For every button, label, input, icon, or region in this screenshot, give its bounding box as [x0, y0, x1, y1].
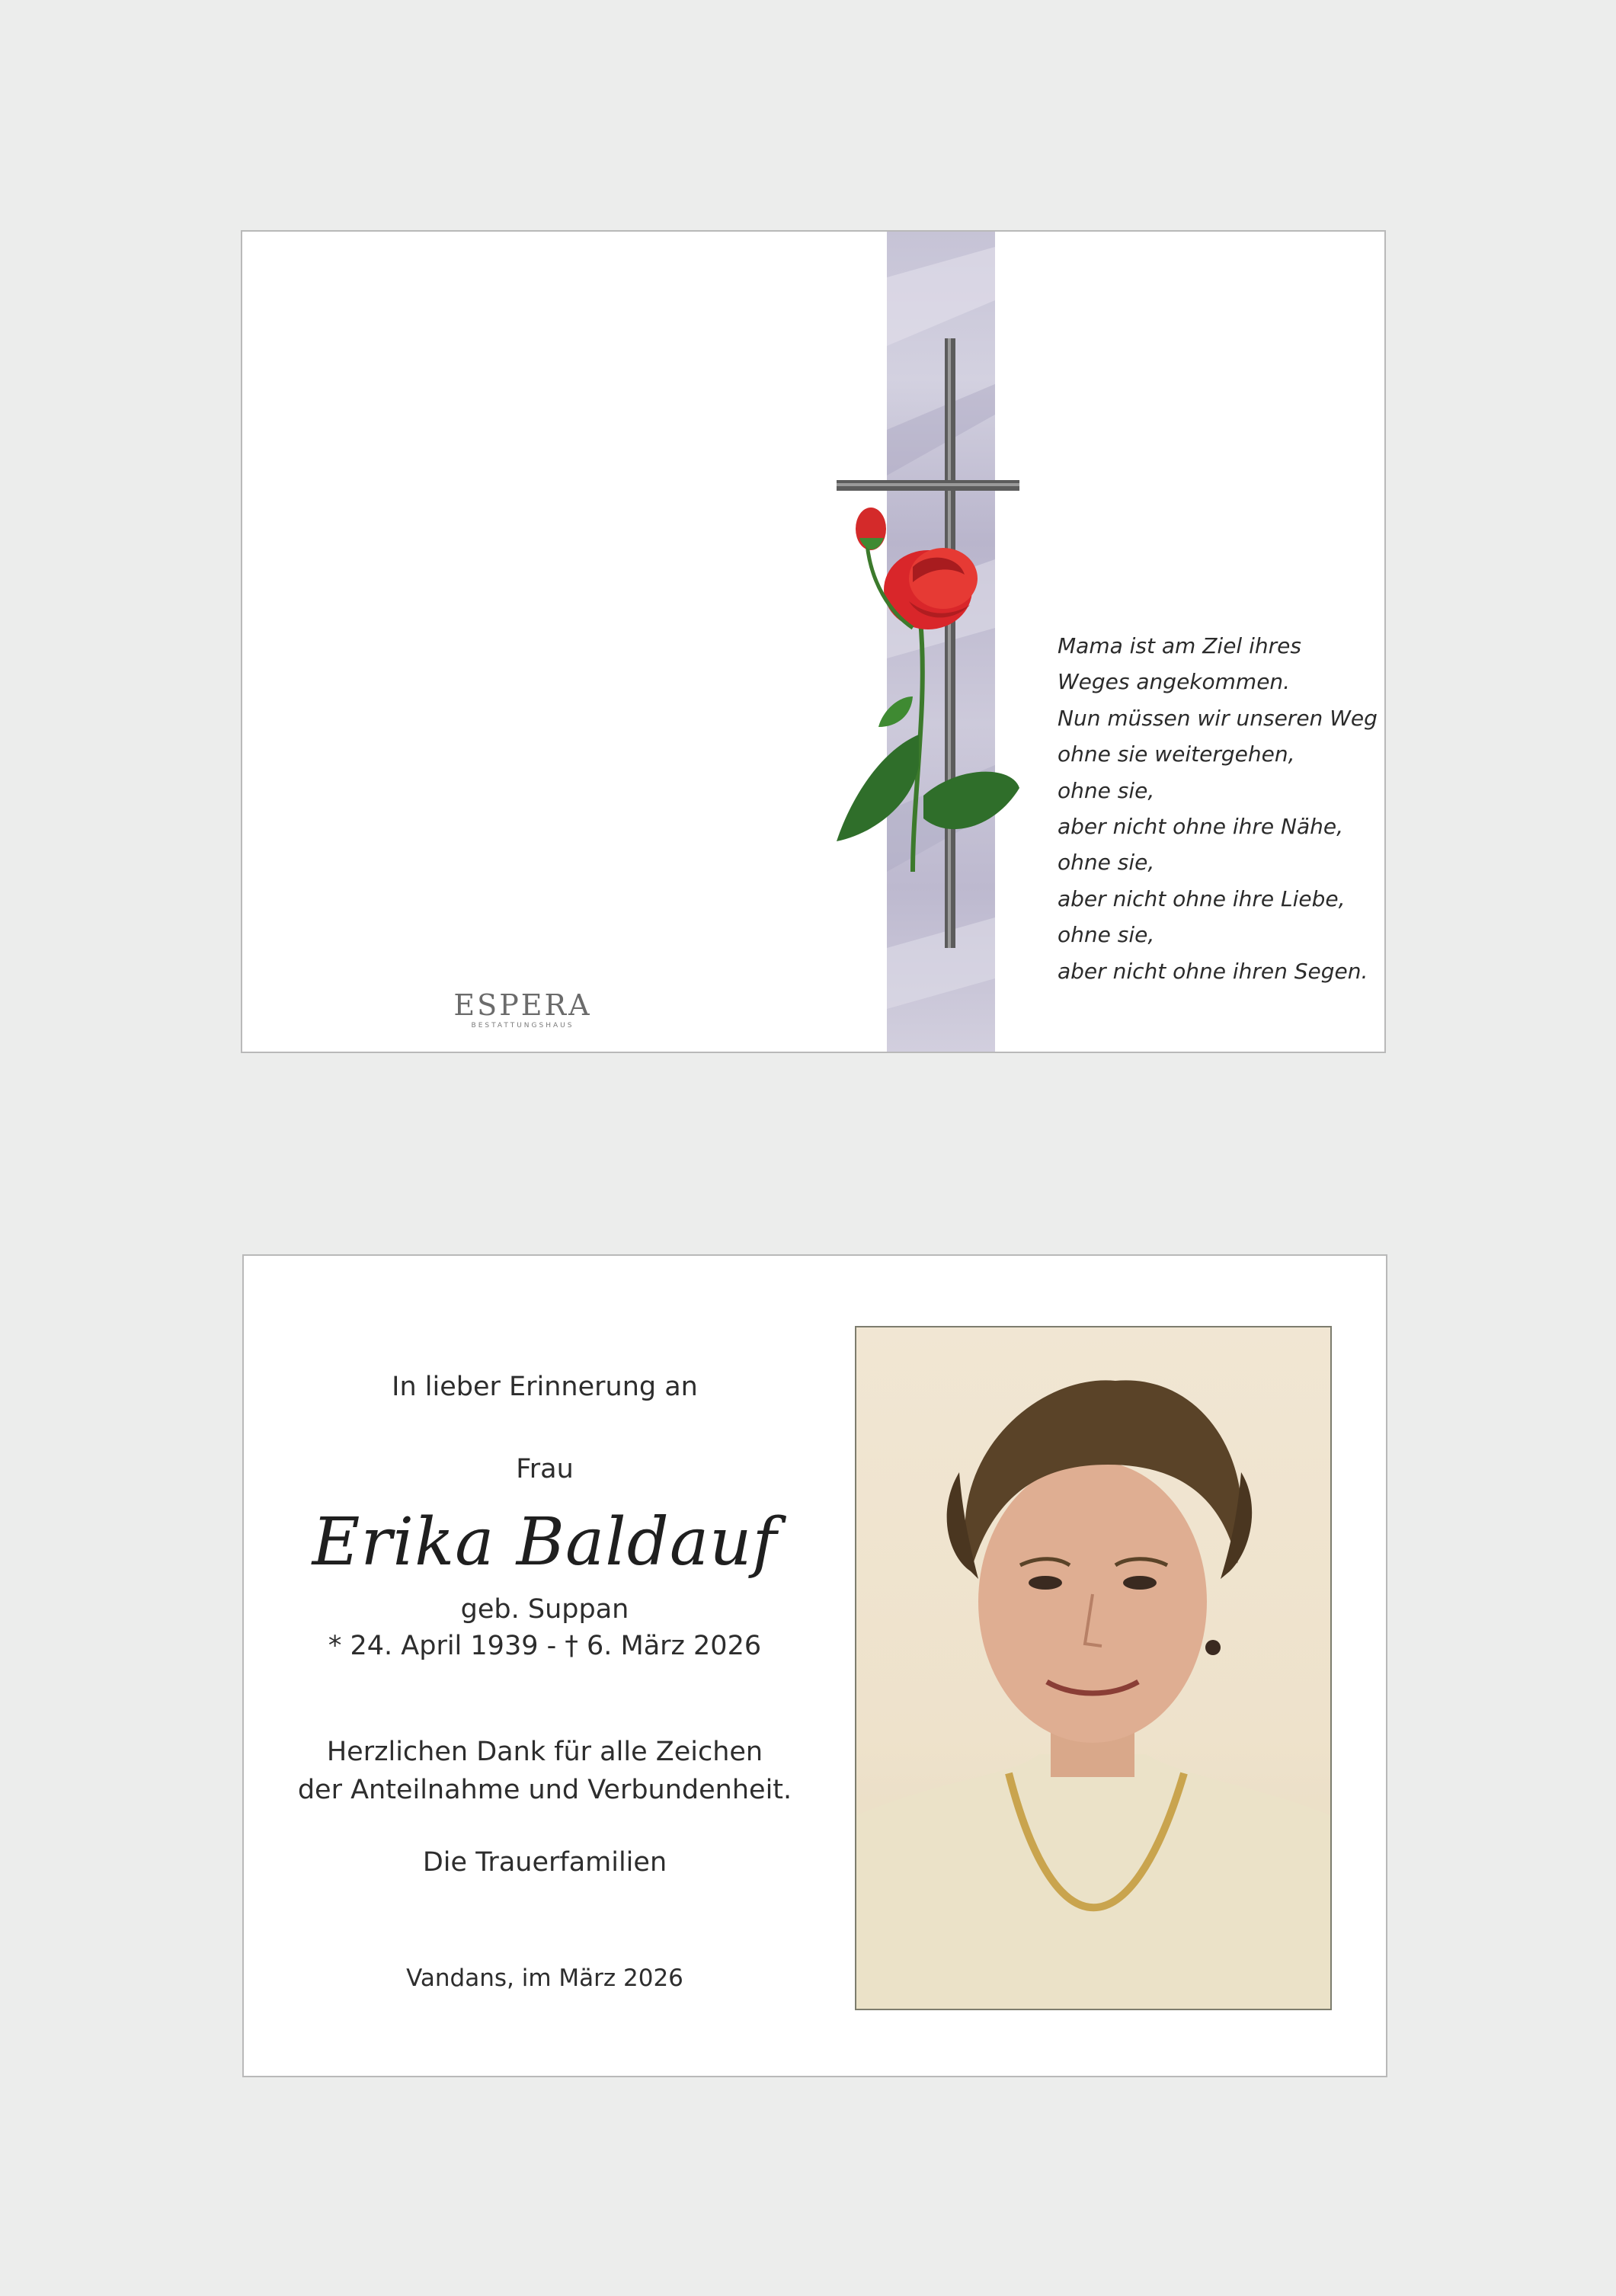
- thanks-text: [244, 1733, 846, 1809]
- intro-text: In lieber Erinnerung an: [392, 1372, 698, 1402]
- place-date: Vandans, im März 2026: [406, 1965, 683, 1992]
- portrait-photo: [855, 1326, 1332, 2010]
- card-inside: [242, 1254, 1387, 2077]
- portrait-illustration: [856, 1327, 1330, 2009]
- poem-line: aber nicht ohne ihre Nähe,: [1058, 814, 1344, 840]
- cross-icon: [837, 338, 1019, 948]
- poem-line: aber nicht ohne ihre Liebe,: [1058, 885, 1346, 911]
- poem-line: ohne sie,: [1058, 922, 1155, 948]
- rose-icon: [837, 508, 1019, 872]
- salutation: Frau: [516, 1454, 574, 1484]
- thanks-line: Herzlichen Dank für alle Zeichen: [326, 1737, 763, 1767]
- family-signature: Die Trauerfamilien: [422, 1847, 667, 1878]
- maiden-name: geb. Suppan: [460, 1594, 629, 1625]
- poem: [1058, 628, 1378, 989]
- deceased-name: Erika Baldauf: [312, 1504, 778, 1580]
- poem-line: Weges angekommen.: [1058, 669, 1291, 695]
- card-front: [241, 230, 1386, 1053]
- thanks-line: der Anteilnahme und Verbundenheit.: [297, 1775, 792, 1805]
- poem-line: aber nicht ohne ihren Segen.: [1058, 958, 1368, 984]
- poem-line: Mama ist am Ziel ihres: [1058, 633, 1301, 658]
- logo-subtitle: BESTATTUNGSHAUS: [471, 1022, 574, 1030]
- life-dates: * 24. April 1939 - † 6. März 2026: [328, 1631, 762, 1661]
- poem-line: Nun müssen wir unseren Weg: [1058, 705, 1378, 731]
- poem-line: ohne sie,: [1058, 850, 1155, 876]
- cross-with-rose: [837, 338, 1042, 963]
- poem-line: ohne sie,: [1058, 777, 1155, 803]
- espera-logo: [446, 990, 599, 1030]
- logo-name: ESPERA: [453, 988, 592, 1022]
- poem-line: ohne sie weitergehen,: [1058, 741, 1295, 767]
